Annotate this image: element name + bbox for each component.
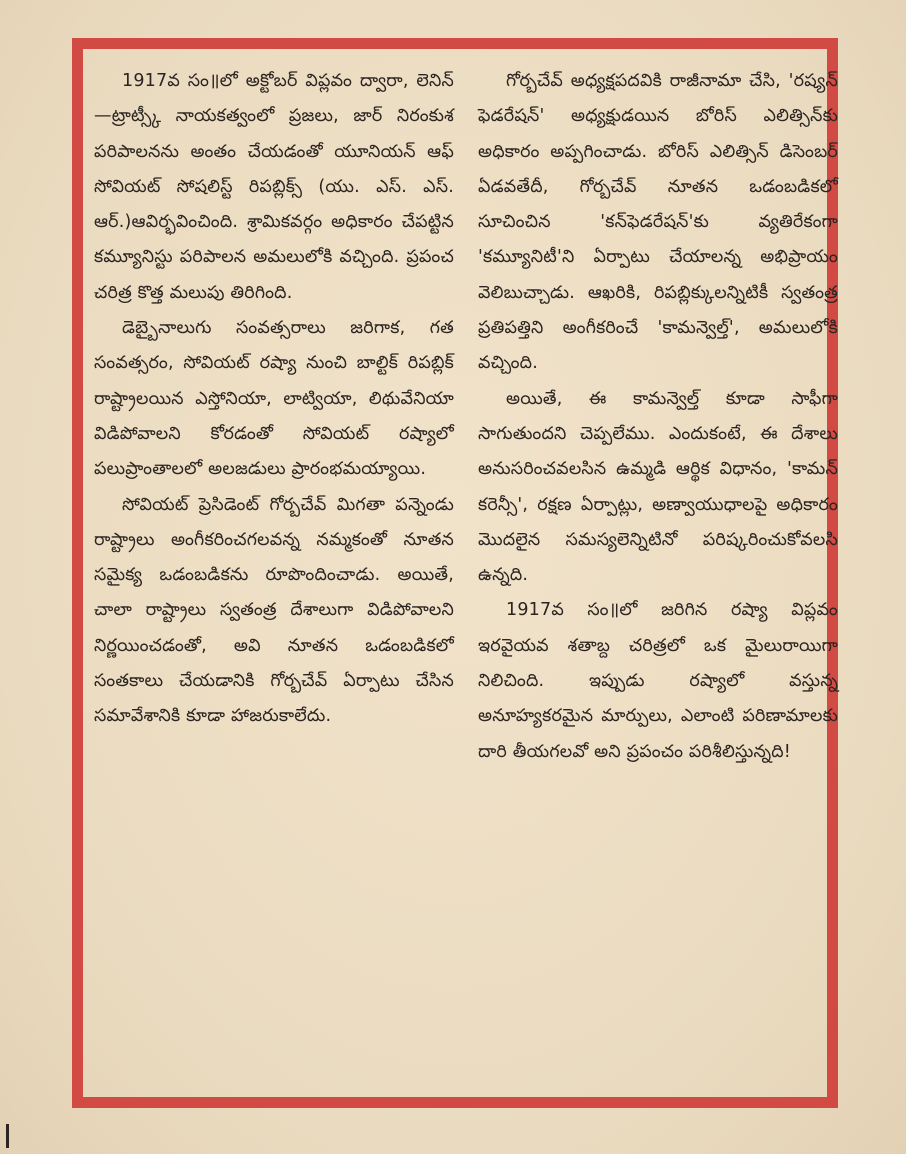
left-column	[94, 64, 454, 735]
paragraph-october-revolution: 1917వ సం॥లో అక్టోబర్ విప్లవం ద్వారా, లెనిన్—ట్రాట్స్కీ నాయకత్వంలో ప్రజలు, జార్ నిరంకుశ పరిపాలనను అంతం చేయడంతో యూనియన్ ఆఫ్ సోవియట్ సోషలిస్ట్ రిపబ్లిక్స్ (యు. ఎస్. ఎస్. ఆర్.)ఆవిర్భవించింది. శ్రామికవర్గం అధికారం చేపట్టిన కమ్యూనిస్టు పరిపాలన అమలులోకి వచ్చింది. ప్రపంచ చరిత్ర కొత్త మలుపు తిరిగింది.	[94, 71, 454, 303]
margin-mark	[6, 1124, 9, 1148]
right-column	[478, 64, 838, 770]
paragraph-gorbachev-union-treaty: సోవియట్ ప్రెసిడెంట్ గోర్బచేవ్ మిగతా పన్నెండు రాష్ట్రాలు అంగీకరించగలవన్న నమ్మకంతో నూతన సమైక్య ఒడంబడికను రూపొందించాడు. అయితే, చాలా రాష్ట్రాలు స్వతంత్ర దేశాలుగా విడిపోవాలని నిర్ణయించడంతో, అవి నూతన ఒడంబడికలో సంతకాలు చేయడానికి గోర్బచేవ్ ఏర్పాటు చేసిన సమావేశానికి కూడా హాజరుకాలేదు.	[94, 494, 454, 727]
paragraph-revolution-milestone: 1917వ సం॥లో జరిగిన రష్యా విప్లవం ఇరవైయవ శతాబ్ద చరిత్రలో ఒక మైలురాయిగా నిలిచింది. ఇప్పుడు రష్యాలో వస్తున్న అనూహ్యకరమైన మార్పులు, ఎలాంటి పరిణామాలకు దారి తీయగలవో అని ప్రపంచం పరిశీలిస్తున్నది!	[478, 600, 838, 762]
paragraph-yeltsin-commonwealth: గోర్బచేవ్ అధ్యక్షపదవికి రాజీనామా చేసి, 'రష్యన్ ఫెడరేషన్' అధ్యక్షుడయిన బోరిస్ ఎలిత్సిన్‌కు అధికారం అప్పగించాడు. బోరిస్ ఎలిత్సిన్ డిసెంబర్ ఏడవతేదీ, గోర్బచేవ్ నూతన ఒడంబడికలో సూచించిన 'కన్‌ఫెడరేషన్'కు వ్యతిరేకంగా 'కమ్యూనిటీ'ని ఏర్పాటు చేయాలన్న అభిప్రాయం వెలిబుచ్చాడు. ఆఖరికి, రిపబ్లిక్కులన్నిటికీ స్వతంత్ర ప్రతిపత్తిని అంగీకరించే 'కామన్వెల్త్', అమలులోకి వచ్చింది.	[478, 71, 838, 374]
paragraph-commonwealth-problems: అయితే, ఈ కామన్వెల్త్ కూడా సాఫీగా సాగుతుందని చెప్పలేము. ఎందుకంటే, ఈ దేశాలు అనుసరించవలసిన ఉమ్మడి ఆర్థిక విధానం, 'కామన్ కరెన్సీ', రక్షణ ఏర్పాట్లు, అణ్వాయుధాలపై అధికారం మొదలైన సమస్యలెన్నిటినో పరిష్కరించుకోవలసి ఉన్నది.	[478, 388, 838, 586]
paragraph-baltic-secession: డెబ్బైనాలుగు సంవత్సరాలు జరిగాక, గత సంవత్సరం, సోవియట్ రష్యా నుంచి బాల్టిక్ రిపబ్లిక్ రాష్ట్రాలయిన ఎస్తోనియా, లాట్వియా, లిథువేనియా విడిపోవాలని కోరడంతో సోవియట్ రష్యాలో పలుప్రాంతాలలో అలజడులు ప్రారంభమయ్యాయి.	[94, 318, 454, 480]
